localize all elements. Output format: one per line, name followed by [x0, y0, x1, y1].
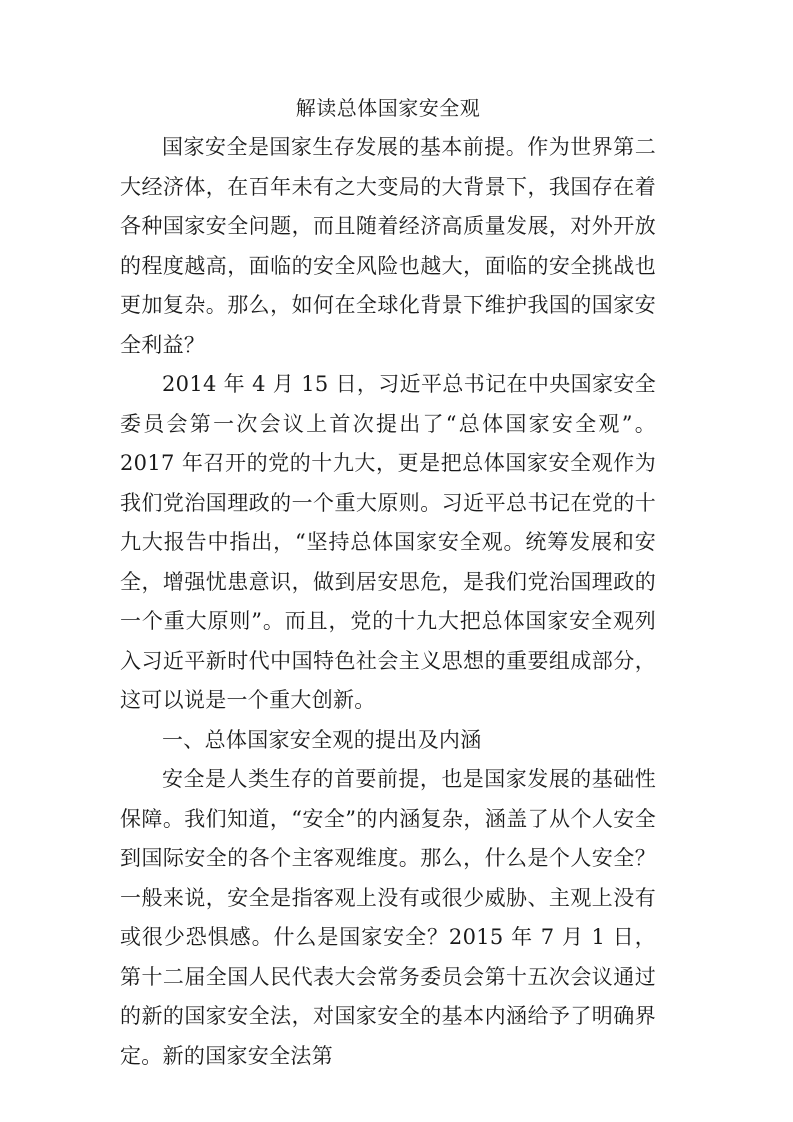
- document-body: [120, 88, 656, 1076]
- section-heading: 一、总体国家安全观的提出及内涵: [162, 727, 482, 752]
- document-title: 解读总体国家安全观: [295, 96, 481, 120]
- paragraph-section-one: 安全是人类生存的首要前提，也是国家发展的基础性保障。我们知道，“安全”的内涵复杂，涵盖了从个人安全到国际安全的各个主客观维度。那么，什么是个人安全？一般来说，安全是指客观上没有或很少威胁、主观上没有或很少恐惧感。什么是国家安全？2015 年 7 月 1 日，第十二届全国人民代表大会常务委员会第十五次会议通过的新的国家安全法，对国家安全的基本内涵给予了明确界定。新的国家安全法第: [120, 767, 656, 1068]
- paragraph-history: 2014 年 4 月 15 日，习近平总书记在中央国家安全委员会第一次会议上首次提出了“总体国家安全观”。2017 年召开的党的十九大，更是把总体国家安全观作为我们党治国理政的一个重大原则。习近平总书记在党的十九大报告中指出，“坚持总体国家安全观。统筹发展和安全，增强忧患意识，做到居安思危，是我们党治国理政的一个重大原则”。而且，党的十九大把总体国家安全观列入习近平新时代中国特色社会主义思想的重要组成部分，这可以说是一个重大创新。: [120, 372, 656, 712]
- paragraph-intro: 国家安全是国家生存发展的基本前提。作为世界第二大经济体，在百年未有之大变局的大背景下，我国存在着各种国家安全问题，而且随着经济高质量发展，对外开放的程度越高，面临的安全风险也越大，面临的安全挑战也更加复杂。那么，如何在全球化背景下维护我国的国家安全利益？: [120, 135, 656, 357]
